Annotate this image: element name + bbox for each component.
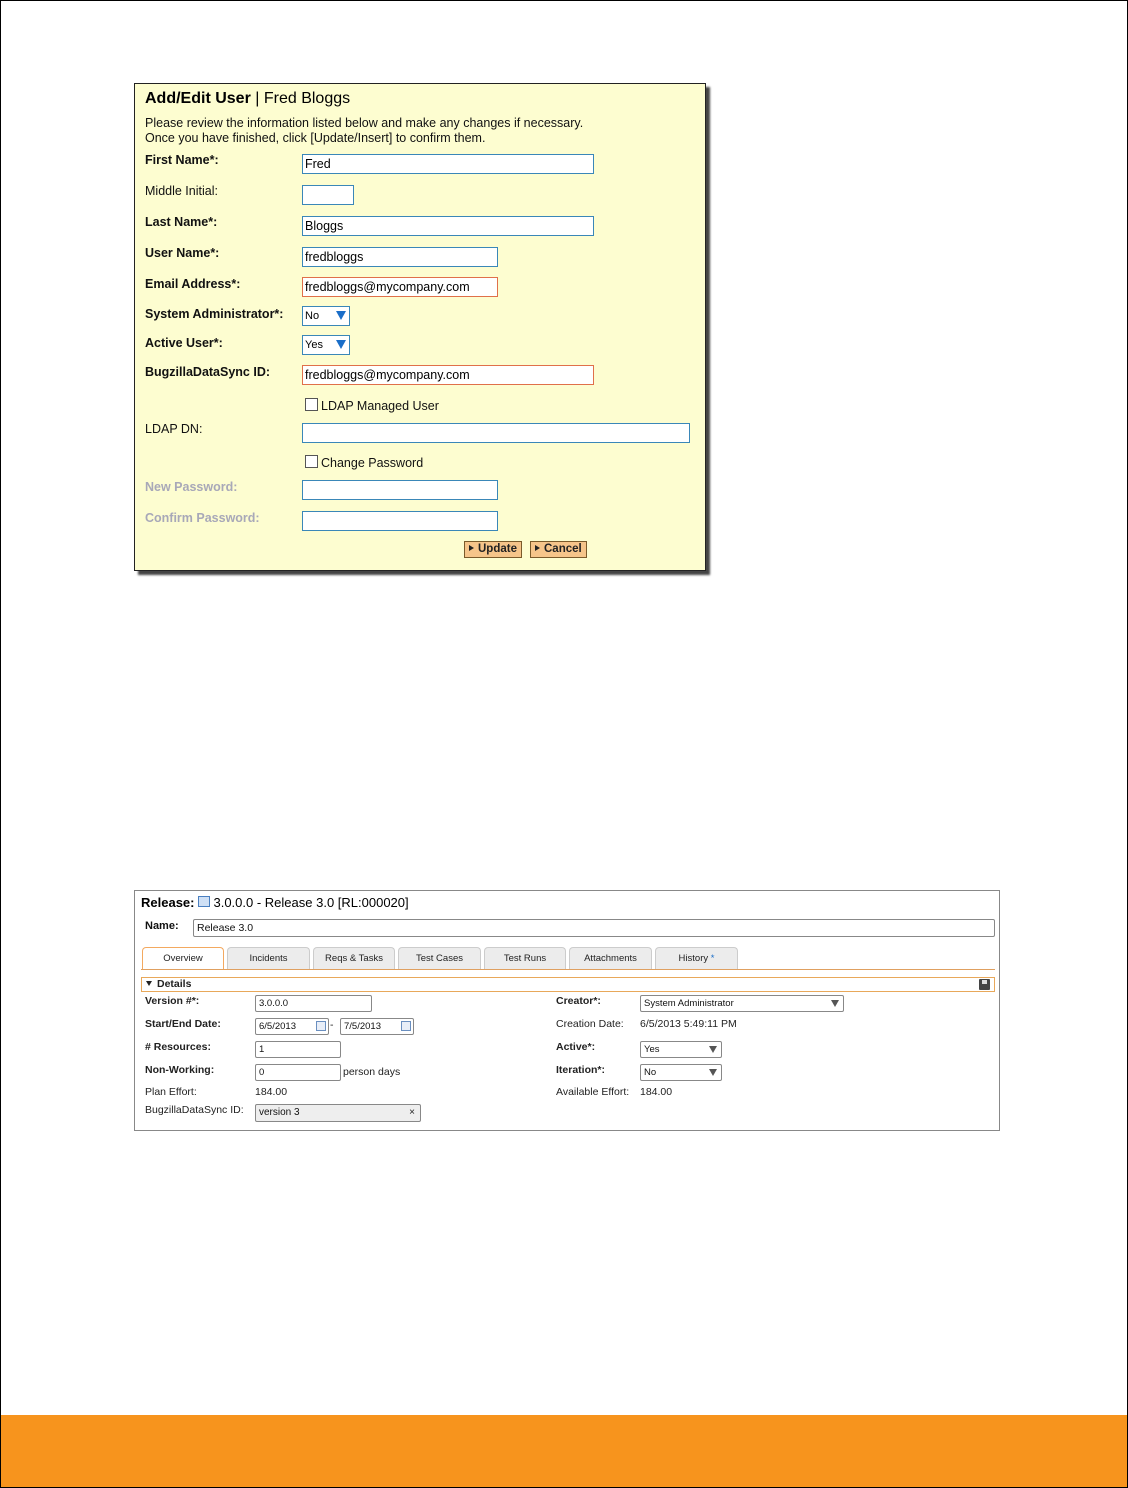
update-button[interactable]: Update	[464, 541, 522, 558]
tab-divider	[141, 969, 995, 970]
tab-test-cases[interactable]: Test Cases	[398, 947, 481, 969]
creation-date-label: Creation Date:	[556, 1018, 624, 1030]
resources-label: # Resources:	[145, 1041, 211, 1053]
new-password-label: New Password:	[145, 480, 238, 494]
sync-id-label: BugzillaDataSync ID:	[145, 365, 271, 379]
release-icon	[198, 896, 210, 907]
middle-initial-label: Middle Initial:	[145, 184, 218, 198]
ldap-managed-checkbox[interactable]: LDAP Managed User	[305, 398, 439, 413]
save-icon[interactable]	[979, 979, 990, 990]
tab-test-runs[interactable]: Test Runs	[484, 947, 566, 969]
tab-reqs-tasks[interactable]: Reqs & Tasks	[313, 947, 395, 969]
play-arrow-icon	[535, 545, 540, 551]
available-effort-label: Available Effort:	[556, 1086, 630, 1098]
change-password-checkbox[interactable]: Change Password	[305, 455, 423, 470]
footer-bar	[1, 1415, 1127, 1487]
system-administrator-label: System Administrator*:	[145, 307, 284, 321]
iteration-select[interactable]: No	[640, 1064, 722, 1081]
last-name-input[interactable]: Bloggs	[302, 216, 594, 236]
dropdown-arrow-icon	[709, 1046, 717, 1053]
checkbox-icon[interactable]	[305, 455, 318, 468]
email-label: Email Address*:	[145, 277, 241, 291]
creation-date-value: 6/5/2013 5:49:11 PM	[640, 1018, 737, 1030]
release-name-input[interactable]: Release 3.0	[193, 919, 995, 937]
tab-history[interactable]: History *	[655, 947, 738, 969]
non-working-input[interactable]: 0	[255, 1064, 341, 1081]
active-select[interactable]: Yes	[640, 1041, 722, 1058]
sync-id-field[interactable]: version 3 ×	[255, 1104, 421, 1122]
clear-icon[interactable]: ×	[409, 1107, 415, 1118]
available-effort-value: 184.00	[640, 1086, 673, 1098]
active-label: Active*:	[556, 1041, 596, 1053]
new-password-input[interactable]	[302, 480, 498, 500]
collapse-arrow-icon[interactable]	[146, 981, 152, 986]
email-input[interactable]: fredbloggs@mycompany.com	[302, 277, 498, 297]
first-name-label: First Name*:	[145, 153, 219, 167]
sync-id-label: BugzillaDataSync ID:	[145, 1104, 244, 1116]
user-display-name: Fred Bloggs	[263, 90, 351, 107]
dropdown-arrow-icon	[336, 340, 346, 349]
dropdown-arrow-icon	[709, 1069, 717, 1076]
system-administrator-select[interactable]: No	[302, 306, 350, 326]
creator-label: Creator*:	[556, 995, 601, 1007]
non-working-label: Non-Working:	[145, 1064, 215, 1076]
confirm-password-label: Confirm Password:	[145, 511, 260, 525]
non-working-unit: person days	[343, 1066, 401, 1078]
version-input[interactable]: 3.0.0.0	[255, 995, 372, 1012]
middle-initial-input[interactable]	[302, 185, 354, 205]
tab-incidents[interactable]: Incidents	[227, 947, 310, 969]
first-name-input[interactable]: Fred	[302, 154, 594, 174]
version-label: Version #*:	[145, 995, 200, 1007]
last-name-label: Last Name*:	[145, 215, 218, 229]
intro-text: Please review the information listed below and make any changes if necessary. Once you have finished, click [Update/Insert] to confirm them.	[145, 116, 584, 145]
active-user-label: Active User*:	[145, 336, 223, 350]
date-separator: -	[330, 1019, 334, 1031]
resources-input[interactable]: 1	[255, 1041, 341, 1058]
iteration-label: Iteration*:	[556, 1064, 606, 1076]
start-date-input[interactable]: 6/5/2013	[255, 1018, 329, 1035]
confirm-password-input[interactable]	[302, 511, 498, 531]
add-edit-user-panel	[134, 83, 706, 571]
ldap-dn-label: LDAP DN:	[145, 422, 203, 436]
active-user-select[interactable]: Yes	[302, 335, 350, 355]
name-label: Name:	[145, 920, 179, 932]
calendar-icon[interactable]	[316, 1021, 326, 1031]
plan-effort-label: Plan Effort:	[145, 1086, 197, 1098]
checkbox-icon[interactable]	[305, 398, 318, 411]
tab-attachments[interactable]: Attachments	[569, 947, 652, 969]
details-section-header[interactable]: Details	[141, 977, 995, 992]
cancel-button[interactable]: Cancel	[530, 541, 587, 558]
tab-overview[interactable]: Overview	[142, 947, 224, 970]
panel-title: Add/Edit User | Fred Bloggs	[145, 90, 351, 107]
creator-select[interactable]: System Administrator	[640, 995, 844, 1012]
sync-id-input[interactable]: fredbloggs@mycompany.com	[302, 365, 594, 385]
user-name-input[interactable]: fredbloggs	[302, 247, 498, 267]
start-end-date-label: Start/End Date:	[145, 1018, 221, 1030]
dropdown-arrow-icon	[336, 311, 346, 320]
ldap-dn-input[interactable]	[302, 423, 690, 443]
history-marker: *	[710, 953, 715, 964]
end-date-input[interactable]: 7/5/2013	[340, 1018, 414, 1035]
user-name-label: User Name*:	[145, 246, 220, 260]
dropdown-arrow-icon	[831, 1000, 839, 1007]
release-panel	[134, 890, 1000, 1131]
plan-effort-value: 184.00	[255, 1086, 288, 1098]
play-arrow-icon	[469, 545, 474, 551]
release-title: Release: 3.0.0.0 - Release 3.0 [RL:000020]	[141, 895, 409, 910]
calendar-icon[interactable]	[401, 1021, 411, 1031]
